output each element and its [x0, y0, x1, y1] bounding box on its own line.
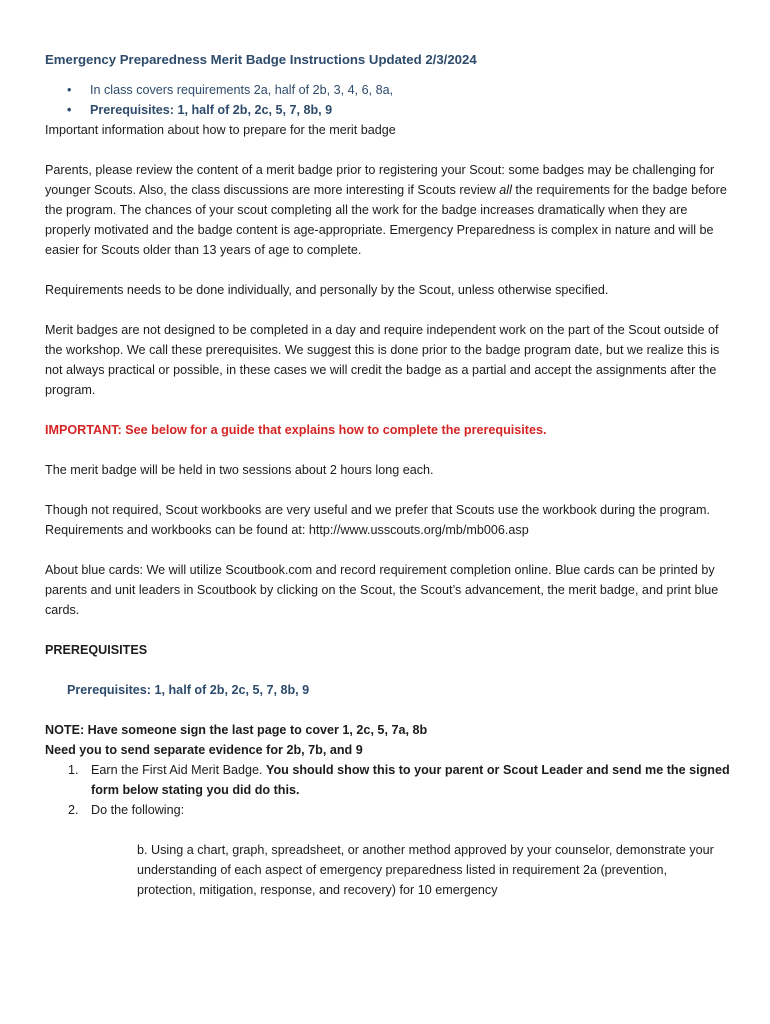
parents-text-end: the requirements for the badge before the program. The chances of your scout completing all the work for the badge increases dramatically when they are properly motivated and the badge content is age-appropriate. Emergency Preparedness is complex in nature and will be easier for Scouts older than 13 years of age to complete. — [45, 183, 727, 257]
prerequisites-heading: PREREQUISITES — [45, 643, 148, 657]
sessions-line: The merit badge will be held in two sessions about 2 hours long each. — [45, 463, 434, 477]
step-number: 2. — [68, 803, 79, 817]
merit-badges-paragraph: Merit badges are not designed to be completed in a day and require independent work on the part of the Scout outside of the workshop. We call these prerequisites. We suggest this is done prior to the badge program date, but we realize this is not always practical or possible, in these cases we will credit the badge as a partial and accept the assignments after the program. — [45, 323, 720, 397]
document-page — [45, 50, 735, 900]
step-item — [68, 760, 735, 800]
step-number: 1. — [68, 763, 79, 777]
parents-paragraph — [45, 160, 735, 260]
bullet-in-class — [67, 80, 735, 100]
requirements-paragraph: Requirements needs to be done individually, and personally by the Scout, unless otherwise specified. — [45, 283, 609, 297]
parents-text-start: Parents, please review the content of a merit badge prior to registering your Scout: some badges may be challenging for younger Scouts. Also, the class discussions are more interesting if Scouts review — [45, 163, 715, 197]
bullet-prerequisites — [67, 100, 735, 120]
blue-cards-paragraph: About blue cards: We will utilize Scoutbook.com and record requirement completion online. Blue cards can be printed by parents and unit leaders in Scoutbook by clicking on the Scout, the Scout’s advancement, the merit badge, and print blue cards. — [45, 563, 719, 617]
note-line-sign: NOTE: Have someone sign the last page to cover 1, 2c, 5, 7a, 8b — [45, 723, 428, 737]
bullet-text: In class covers requirements 2a, half of 2b, 3, 4, 6, 8a, — [90, 83, 394, 97]
prerequisite-steps — [45, 760, 735, 820]
intro-line: Important information about how to prepare for the merit badge — [45, 123, 396, 137]
step-bold-text: You should show this to your parent or Scout Leader and send me the signed form below stating you did do this. — [91, 763, 730, 797]
step-item — [68, 800, 735, 820]
step-text: Earn the First Aid Merit Badge. — [91, 763, 266, 777]
summary-bullets — [45, 80, 735, 120]
prerequisites-subheading: Prerequisites: 1, half of 2b, 2c, 5, 7, 8b, 9 — [67, 683, 310, 697]
document-title: Emergency Preparedness Merit Badge Instructions Updated 2/3/2024 — [45, 52, 477, 67]
important-notice: IMPORTANT: See below for a guide that explains how to complete the prerequisites. — [45, 423, 547, 437]
requirement-2b-text: b. Using a chart, graph, spreadsheet, or another method approved by your counselor, demonstrate your understanding of each aspect of emergency preparedness listed in requirement 2a (prevention, protection, mitigation, response, and recovery) for 10 emergency — [137, 843, 714, 897]
note-line-evidence: Need you to send separate evidence for 2b, 7b, and 9 — [45, 743, 363, 757]
workbook-paragraph: Though not required, Scout workbooks are very useful and we prefer that Scouts use the workbook during the program. Requirements and workbooks can be found at: http://www.usscouts.org/mb/mb006.asp — [45, 503, 711, 537]
bullet-marker: • — [67, 83, 72, 97]
bullet-text: Prerequisites: 1, half of 2b, 2c, 5, 7, 8b, 9 — [90, 103, 333, 117]
bullet-marker: • — [67, 103, 72, 117]
step-text: Do the following: — [91, 803, 185, 817]
parents-text-italic: all — [499, 183, 512, 197]
